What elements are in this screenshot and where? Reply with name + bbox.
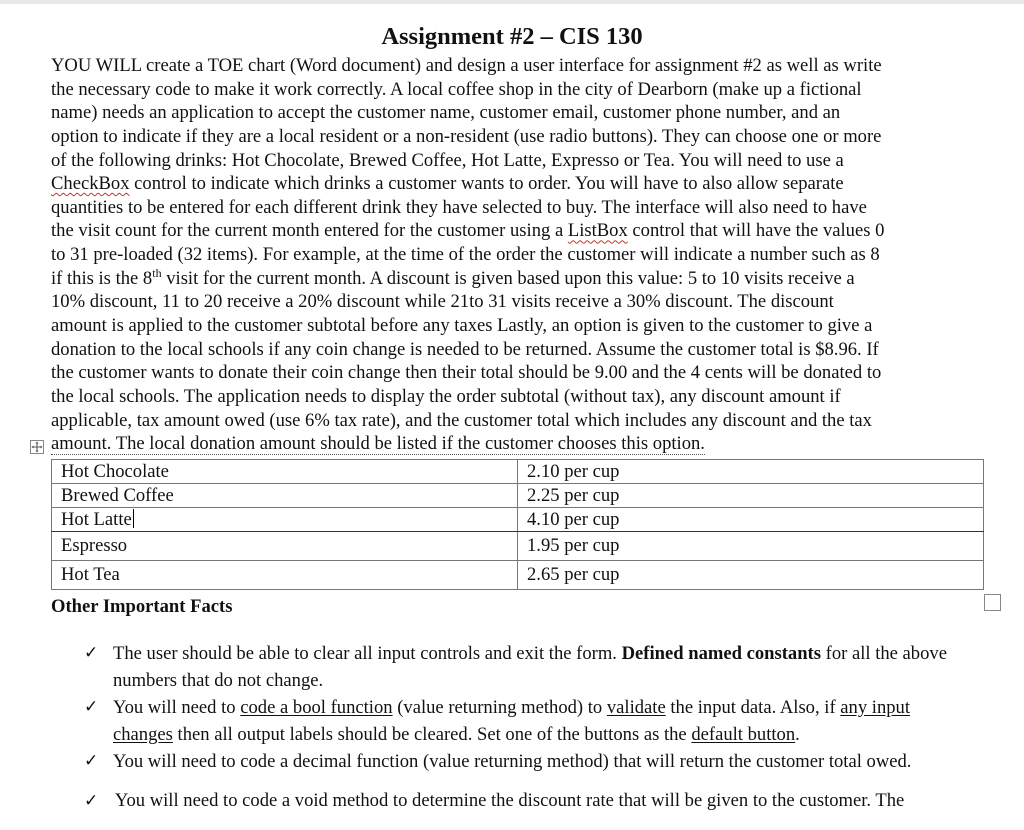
- table-row: [52, 484, 984, 508]
- spellcheck-word-listbox[interactable]: ListBox: [567, 220, 628, 242]
- table-row: [52, 508, 984, 532]
- checkmark-icon: ✓: [84, 751, 99, 771]
- drink-price-table[interactable]: [51, 459, 984, 590]
- assignment-paragraph: [51, 54, 986, 456]
- drink-price-cell[interactable]: 2.10 per cup: [518, 460, 984, 484]
- facts-bullet-list: [0, 640, 1024, 775]
- checkmark-icon: ✓: [84, 643, 99, 663]
- page-title: Assignment #2 – CIS 130: [381, 23, 643, 50]
- list-item: ✓ You will need to code a bool function (value returning method) to validate the input data. Also, if any input changes then all output labels should be cleared. Set one of the buttons as the default button.: [0, 694, 973, 748]
- paragraph-line: applicable, tax amount owed (use 6% tax rate), and the customer total which includes any discount and the tax: [51, 409, 872, 431]
- table-row: [52, 561, 984, 590]
- paragraph-line: YOU WILL create a TOE chart (Word document) and design a user interface for assignment #2 as well as write: [51, 55, 882, 76]
- paragraph-line: the necessary code to make it work correctly. A local coffee shop in the city of Dearborn (make up a fictional: [51, 78, 862, 100]
- table-resize-handle-icon[interactable]: [984, 594, 1001, 611]
- paragraph-line: amount is applied to the customer subtotal before any taxes Lastly, an option is given to the customer to give a: [51, 315, 873, 337]
- drink-name-cell[interactable]: Hot Chocolate: [52, 460, 518, 484]
- list-item: ✓ You will need to code a decimal function (value returning method) that will return the customer total owed.: [0, 748, 973, 775]
- paragraph-line: the visit count for the current month entered for the customer using a ListBox control that will have the values 0: [51, 220, 885, 242]
- drink-price-cell[interactable]: 1.95 per cup: [518, 532, 984, 561]
- paragraph-line: option to indicate if they are a local resident or a non-resident (use radio buttons). They can choose one or more: [51, 125, 882, 147]
- paragraph-line: CheckBox control to indicate which drinks a customer wants to order. You will have to also allow separate: [51, 173, 844, 195]
- drink-price-cell[interactable]: 2.25 per cup: [518, 484, 984, 508]
- drink-price-cell[interactable]: 2.65 per cup: [518, 561, 984, 590]
- list-item: ✓ The user should be able to clear all input controls and exit the form. Defined named constants for all the above numbers that do not change.: [0, 640, 973, 694]
- drink-name-cell[interactable]: Hot Latte: [52, 508, 518, 532]
- table-move-handle-icon[interactable]: [30, 440, 44, 454]
- other-facts-heading: Other Important Facts: [51, 596, 233, 617]
- checkmark-icon: ✓: [84, 791, 99, 811]
- paragraph-line: 10% discount, 11 to 20 receive a 20% discount while 21to 31 visits receive a 30% discount. The discount: [51, 291, 834, 313]
- drink-price-cell[interactable]: 4.10 per cup: [518, 508, 984, 532]
- paragraph-line: amount. The local donation amount should be listed if the customer chooses this option.: [51, 433, 705, 455]
- paragraph-line: donation to the local schools if any coin change is needed to be returned. Assume the customer total is $8.96. If: [51, 338, 879, 360]
- paragraph-line: if this is the 8th visit for the current month. A discount is given based upon this value: 5 to 10 visits receive a: [51, 265, 855, 289]
- paragraph-line: of the following drinks: Hot Chocolate, Brewed Coffee, Hot Latte, Expresso or Tea. You will need to use a: [51, 149, 844, 171]
- paragraph-line: quantities to be entered for each different drink they have selected to buy. The interface will also need to have: [51, 196, 867, 218]
- paragraph-line: the local schools. The application needs to display the order subtotal (without tax), any discount amount if: [51, 385, 841, 407]
- spellcheck-word-checkbox[interactable]: CheckBox: [51, 173, 130, 195]
- paragraph-line: to 31 pre-loaded (32 items). For example, at the time of the order the customer will indicate a number such as 8: [51, 244, 880, 266]
- text-cursor: [133, 509, 134, 528]
- checkmark-icon: ✓: [84, 697, 99, 717]
- table-row: [52, 460, 984, 484]
- page-top-edge: [0, 0, 1024, 4]
- paragraph-line: the customer wants to donate their coin change then their total should be 9.00 and the 4 cents will be donated to: [51, 362, 882, 384]
- paragraph-line: name) needs an application to accept the customer name, customer email, customer phone number, and an: [51, 102, 841, 124]
- drink-name-cell[interactable]: Hot Tea: [52, 561, 518, 590]
- drink-name-cell[interactable]: Espresso: [52, 532, 518, 561]
- drink-name-cell[interactable]: Brewed Coffee: [52, 484, 518, 508]
- table-row: [52, 532, 984, 561]
- cut-off-list-item: ✓ You will need to code a void method to determine the discount rate that will be given to the customer. The: [84, 790, 905, 811]
